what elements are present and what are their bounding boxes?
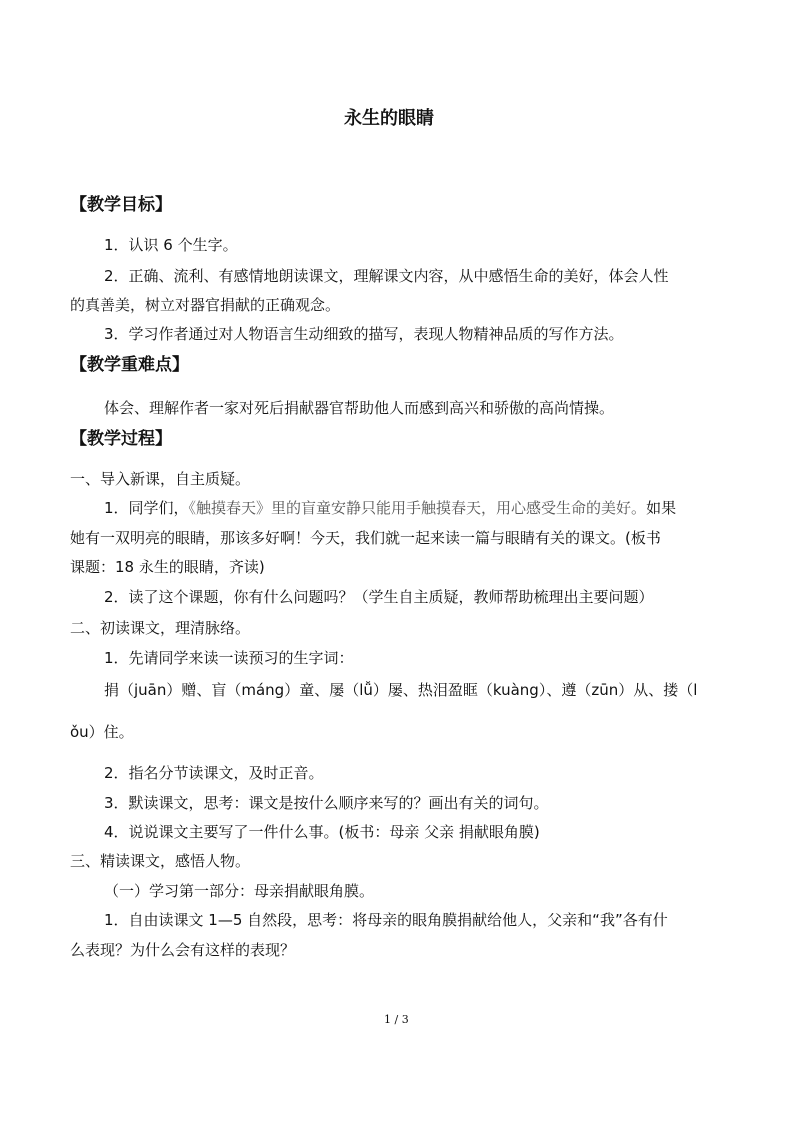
part-2-item-2: 2．指名分节读课文，及时正音。 <box>104 764 324 782</box>
vocab-line-1: 捐（juān）赠、盲（máng）童、屡（lǚ）屡、热泪盈眶（kuàng）、遵（zūn）从、搂（l <box>104 681 698 699</box>
key-points-heading: 【教学重难点】 <box>70 355 189 375</box>
part-3-item-1-line-2: 么表现？为什么会有这样的表现？ <box>70 941 296 959</box>
part-3-heading: 三、精读课文，感悟人物。 <box>70 852 251 870</box>
document-title: 永生的眼睛 <box>344 108 434 129</box>
objective-item-1: 1．认识 6 个生字。 <box>104 236 238 254</box>
objective-item-3: 3．学习作者通过对人物语言生动细致的描写，表现人物精神品质的写作方法。 <box>104 325 624 343</box>
part-3-item-1-line-1: 1．自由读课文 1—5 自然段，思考：将母亲的眼角膜捐献给他人，父亲和“我”各有什 <box>104 911 668 929</box>
part-2-item-4: 4．说说课文主要写了一件什么事。(板书：母亲 父亲 捐献眼角膜) <box>104 823 540 841</box>
part-1-item-1-quote: 《触摸春天》里的盲童安静只能用手触摸春天，用心感受生命的美好。 <box>188 499 647 517</box>
part-1-heading: 一、导入新课，自主质疑。 <box>70 470 251 488</box>
part-1-item-1-prefix: 1．同学们， <box>104 499 189 517</box>
objectives-heading: 【教学目标】 <box>70 195 172 215</box>
page-indicator: 1 / 3 <box>384 1013 409 1026</box>
part-1-item-2: 2．读了这个课题，你有什么问题吗？（学生自主质疑，教师帮助梳理出主要问题） <box>104 588 654 606</box>
part-1-item-1-line-3: 课题：18 永生的眼睛，齐读) <box>70 558 265 576</box>
part-2-item-3: 3．默读课文，思考：课文是按什么顺序来写的？画出有关的词句。 <box>104 794 549 812</box>
part-1-item-1-suffix: 如果 <box>646 499 677 517</box>
key-points-text: 体会、理解作者一家对死后捐献器官帮助他人而感到高兴和骄傲的高尚情操。 <box>104 399 615 417</box>
process-heading: 【教学过程】 <box>70 429 172 449</box>
part-3-subsection-1: （一）学习第一部分：母亲捐献眼角膜。 <box>104 882 375 900</box>
part-2-item-1: 1．先请同学来读一读预习的生字词： <box>104 649 354 667</box>
part-2-heading: 二、初读课文，理清脉络。 <box>70 619 251 637</box>
part-1-item-1-line-1 <box>104 498 676 518</box>
objective-item-2-line-2: 的真善美，树立对器官捐献的正确观念。 <box>70 296 341 314</box>
vocab-line-2: ǒu）住。 <box>70 723 134 741</box>
objective-item-2-line-1: 2．正确、流利、有感情地朗读课文，理解课文内容，从中感悟生命的美好，体会人性 <box>104 267 669 285</box>
part-1-item-1-line-2: 她有一双明亮的眼睛，那该多好啊！今天，我们就一起来读一篇与眼睛有关的课文。(板书 <box>70 529 661 547</box>
